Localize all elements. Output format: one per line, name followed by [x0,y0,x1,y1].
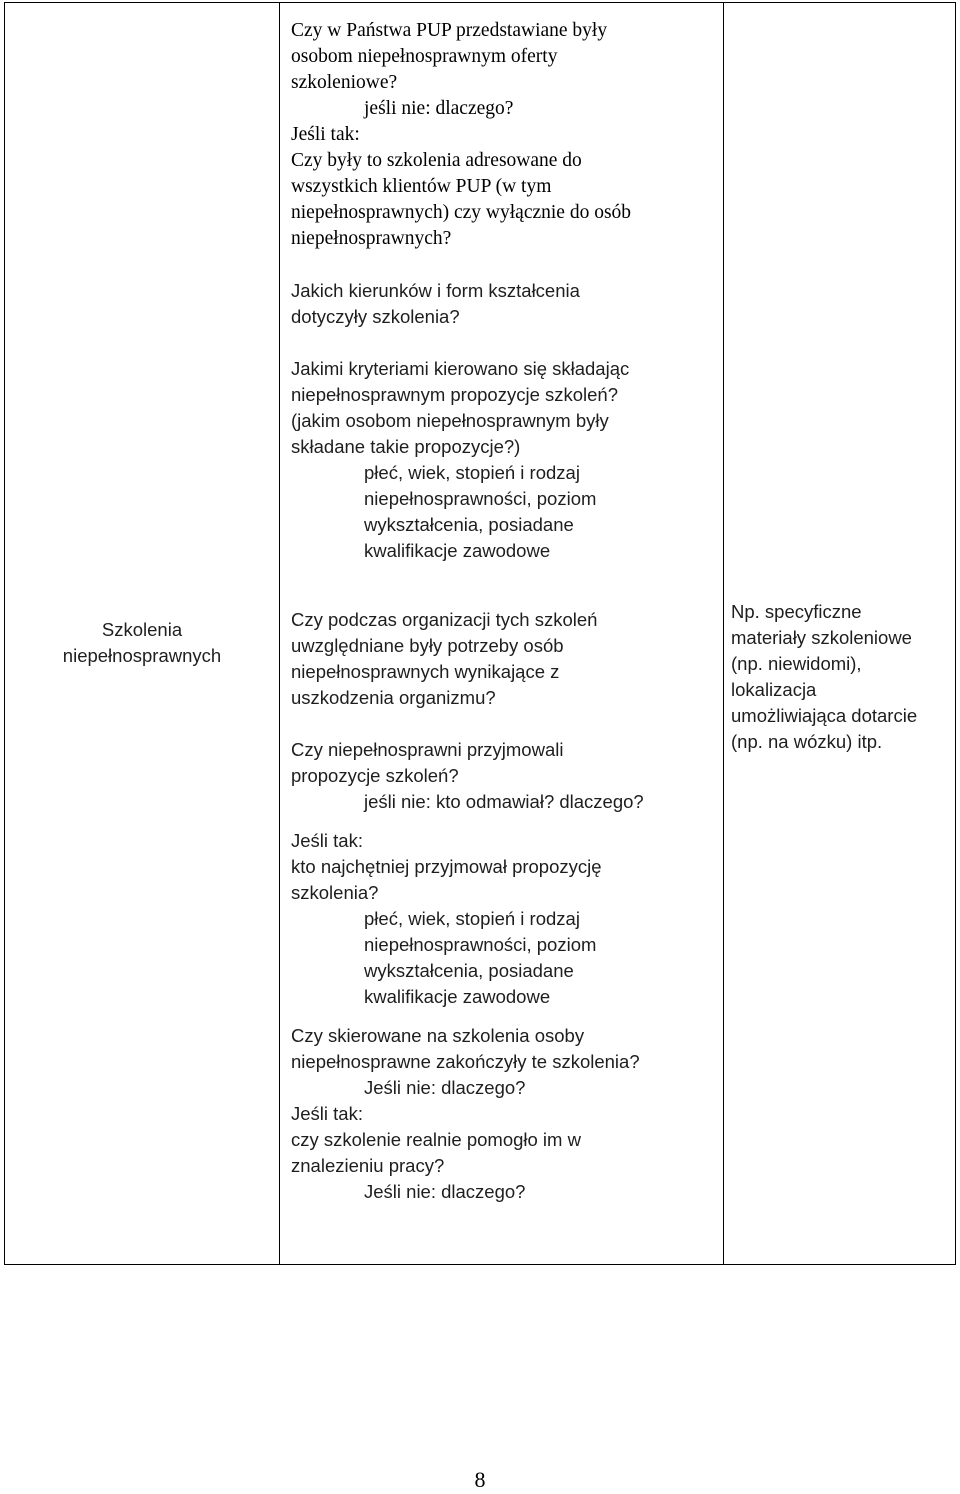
question-detail-line: płeć, wiek, stopień i rodzaj [364,462,580,483]
question-block-5 [291,737,719,815]
question-line: Czy w Państwa PUP przedstawiane były [291,20,608,41]
column-divider-1 [279,3,280,1264]
question-line: Jeśli tak: [291,124,360,145]
questions-cell-lower [291,607,719,1205]
question-line: Czy skierowane na szkolenia osoby [291,1025,585,1046]
question-line: niepełnosprawnych? [291,228,452,249]
question-detail-line: Jeśli nie: dlaczego? [364,1077,526,1098]
question-line: czy szkolenie realnie pomogło im w [291,1129,581,1150]
question-line: niepełnosprawnych wynikające z [291,661,560,682]
question-line: dotyczyły szkolenia? [291,306,460,327]
note-line: (np. niewidomi), [731,653,862,674]
question-line: osobom niepełnosprawnym oferty [291,46,558,67]
question-line: Czy podczas organizacji tych szkoleń [291,609,598,630]
question-line: niepełnosprawne zakończyły te szkolenia? [291,1051,640,1072]
question-block-2 [291,278,719,330]
question-line: Czy były to szkolenia adresowane do [291,150,582,171]
question-detail-line: płeć, wiek, stopień i rodzaj [364,908,580,929]
question-line: propozycje szkoleń? [291,765,459,786]
question-detail-line: kwalifikacje zawodowe [364,540,551,561]
question-line: Czy niepełnosprawni przyjmowali [291,739,564,760]
question-line: niepełnosprawnych) czy wyłącznie do osób [291,202,632,223]
question-detail-line: Jeśli nie: dlaczego? [364,1181,526,1202]
interview-table [4,2,956,1265]
question-detail-line: kwalifikacje zawodowe [364,986,551,1007]
note-line: (np. na wózku) itp. [731,731,883,752]
column-divider-2 [723,3,724,1264]
question-line: szkolenia? [291,882,379,903]
topic-line-2: niepełnosprawnych [62,645,222,666]
notes-cell [731,599,953,755]
topic-cell [5,617,279,669]
questions-cell [291,18,719,564]
question-line: Jeśli tak: [291,830,363,851]
question-block-7 [291,1023,719,1205]
question-line: wszystkich klientów PUP (w tym [291,176,552,197]
note-line: umożliwiająca dotarcie [731,705,918,726]
topic-line-1: Szkolenia [101,619,183,640]
question-line: uwzględniane były potrzeby osób [291,635,564,656]
question-block-1 [291,18,719,252]
note-line: Np. specyficzne [731,601,862,622]
question-line: Jakich kierunków i form kształcenia [291,280,580,301]
question-block-6 [291,828,719,1010]
question-detail-line: wykształcenia, posiadane [364,960,574,981]
question-line: szkoleniowe? [291,72,398,93]
page-number: 8 [474,1467,486,1492]
question-detail-line: niepełnosprawności, poziom [364,934,597,955]
question-line: uszkodzenia organizmu? [291,687,496,708]
question-line: składane takie propozycje?) [291,436,521,457]
question-detail-line: wykształcenia, posiadane [364,514,574,535]
question-detail-line: niepełnosprawności, poziom [364,488,597,509]
question-line: Jeśli tak: [291,1103,363,1124]
question-line: jeśli nie: dlaczego? [364,98,514,119]
question-line: (jakim osobom niepełnosprawnym były [291,410,609,431]
question-line: kto najchętniej przyjmował propozycję [291,856,602,877]
question-block-3 [291,356,719,564]
question-line: Jakimi kryteriami kierowano się składając [291,358,630,379]
note-line: materiały szkoleniowe [731,627,912,648]
note-line: lokalizacja [731,679,817,700]
question-line: niepełnosprawnym propozycje szkoleń? [291,384,619,405]
question-line: znalezieniu pracy? [291,1155,445,1176]
question-block-4 [291,607,719,711]
question-detail-line: jeśli nie: kto odmawiał? dlaczego? [364,791,644,812]
